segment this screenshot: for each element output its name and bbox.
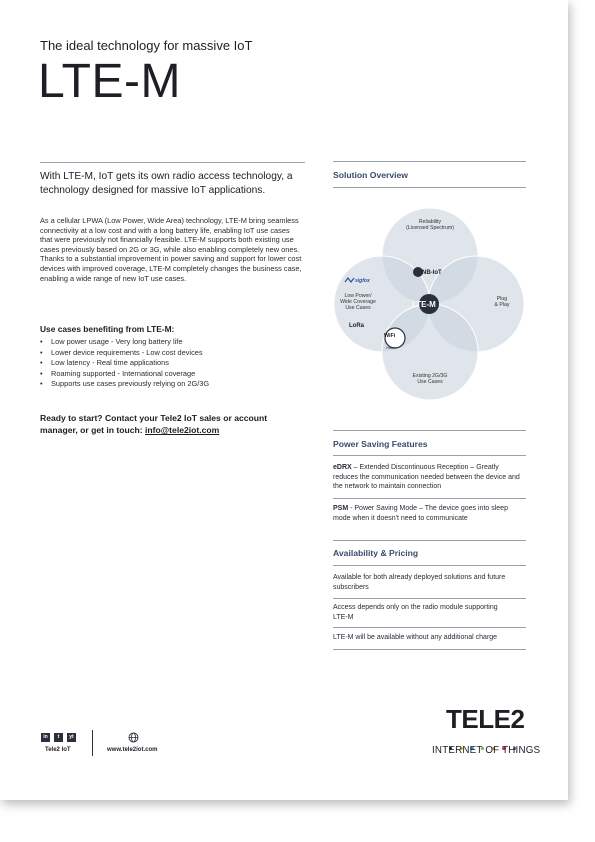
list-item: [40, 369, 209, 380]
venn-circle-existing: [382, 304, 478, 400]
social-label: Tele2 IoT: [45, 747, 71, 753]
website-link[interactable]: www.tele2iot.com: [107, 747, 158, 753]
list-item: Available for both already deployed solutions and future subscribers: [333, 574, 506, 591]
label-line: Existing 2G/3G: [412, 373, 448, 379]
list-item: [40, 379, 209, 390]
power-saving-title: Power Saving Features: [333, 439, 428, 449]
sigfox-label: sigfox: [355, 278, 370, 284]
intro-lead: With LTE-M, IoT gets its own radio access technology, a technology designed for massive IoT applications.: [40, 171, 293, 196]
wifi-label: WiFi: [384, 333, 396, 339]
use-cases-heading: Use cases benefiting from LTE-M:: [40, 324, 175, 334]
feature-text: - Power Saving Mode – The device goes into sleep mode when it doesn't need to communicate: [333, 505, 508, 522]
list-item: [40, 348, 209, 359]
twitter-icon[interactable]: t: [54, 733, 63, 742]
divider: [333, 455, 526, 456]
label-line: Plug: [496, 296, 508, 302]
ltem-label: LTE-M: [412, 300, 436, 309]
intro-body: As a cellular LPWA (Low Power, Wide Area) technology, LTE-M bring seamless connectivity at a low cost and with a long battery life, enabling IoT use cases that were previously not financially feasible. LTE-M supports both existing use cases previously based on 2G or 3G, while also enabling completely new ones. Thanks to a substantial improvement in power saving and support for lower cost devices with improved coverage, LTE-M completely changes the business case, enabling a wide range of new IoT use cases.: [40, 216, 302, 283]
bullet: •: [40, 368, 43, 378]
list-item-text: Roaming supported - International coverage: [51, 368, 196, 378]
label-line: & Play: [494, 302, 510, 309]
nbiot-label: NB-IoT: [422, 270, 442, 276]
label-line: Use Cases: [345, 305, 371, 312]
list-item: [40, 337, 209, 348]
feature-name: eDRX: [333, 464, 352, 471]
divider: [333, 540, 526, 541]
list-item: LTE-M will be available without any additional charge: [333, 634, 498, 641]
solution-overview-title: Solution Overview: [333, 170, 408, 180]
linkedin-icon[interactable]: in: [41, 733, 50, 742]
list-item-text: Low latency - Real time applications: [51, 358, 169, 368]
label-line: (Licensed Spectrum): [406, 225, 454, 232]
bullet: •: [40, 337, 43, 346]
cta-text: Ready to start? Contact your Tele2 IoT sales or account manager, or get in touch:: [40, 413, 268, 435]
page-title: LTE-M: [38, 55, 181, 108]
bullet: •: [40, 347, 43, 357]
venn-label-low-power: [333, 293, 383, 312]
bullet: •: [40, 379, 43, 389]
label-line: Use Cases: [417, 379, 443, 386]
divider: [333, 161, 526, 162]
tele2-logo: TELE2: [446, 704, 525, 734]
social-icons: [41, 733, 76, 742]
list-item: [40, 358, 209, 369]
divider: [333, 430, 526, 431]
list-item-text: Lower device requirements - Low cost devices: [51, 347, 203, 357]
divider: [333, 498, 526, 499]
lora-label: LoRa: [349, 323, 364, 329]
label-line: Wide Coverage: [340, 299, 376, 306]
divider: [333, 187, 526, 188]
list-item: Access depends only on the radio module supporting LTE-M: [333, 604, 498, 621]
call-to-action: [40, 412, 302, 436]
footer-divider: [92, 730, 93, 756]
list-item: [333, 463, 525, 492]
venn-label-reliability: [395, 219, 465, 231]
page-subtitle: The ideal technology for massive IoT: [40, 38, 253, 53]
feature-name: PSM: [333, 505, 349, 512]
availability-title: Availability & Pricing: [333, 548, 419, 558]
divider: [333, 627, 526, 628]
divider: [333, 649, 526, 650]
label-line: Reliability: [418, 219, 442, 225]
feature-text: – Extended Discontinuous Reception – Greatly reduces the communication needed between the device and the network to maintain connection: [333, 464, 520, 490]
youtube-icon[interactable]: yt: [67, 733, 76, 742]
list-item: [333, 504, 525, 523]
wifi-sub-label: Halow: [386, 346, 396, 350]
list-item-text: Low power usage - Very long battery life: [51, 337, 183, 346]
divider: [333, 598, 526, 599]
globe-icon: [128, 732, 139, 743]
label-line: Low Power/: [344, 293, 372, 299]
use-cases-list: [40, 337, 209, 390]
tagline: INTERNET OF THINGS: [432, 745, 541, 756]
bullet: •: [40, 358, 43, 368]
divider: [40, 162, 305, 163]
list-item-text: Supports use cases previously relying on 2G/3G: [51, 379, 210, 389]
email-link[interactable]: info@tele2iot.com: [145, 425, 220, 435]
venn-label-plug-play: [488, 296, 516, 308]
venn-label-existing: [400, 373, 460, 385]
divider: [333, 565, 526, 566]
